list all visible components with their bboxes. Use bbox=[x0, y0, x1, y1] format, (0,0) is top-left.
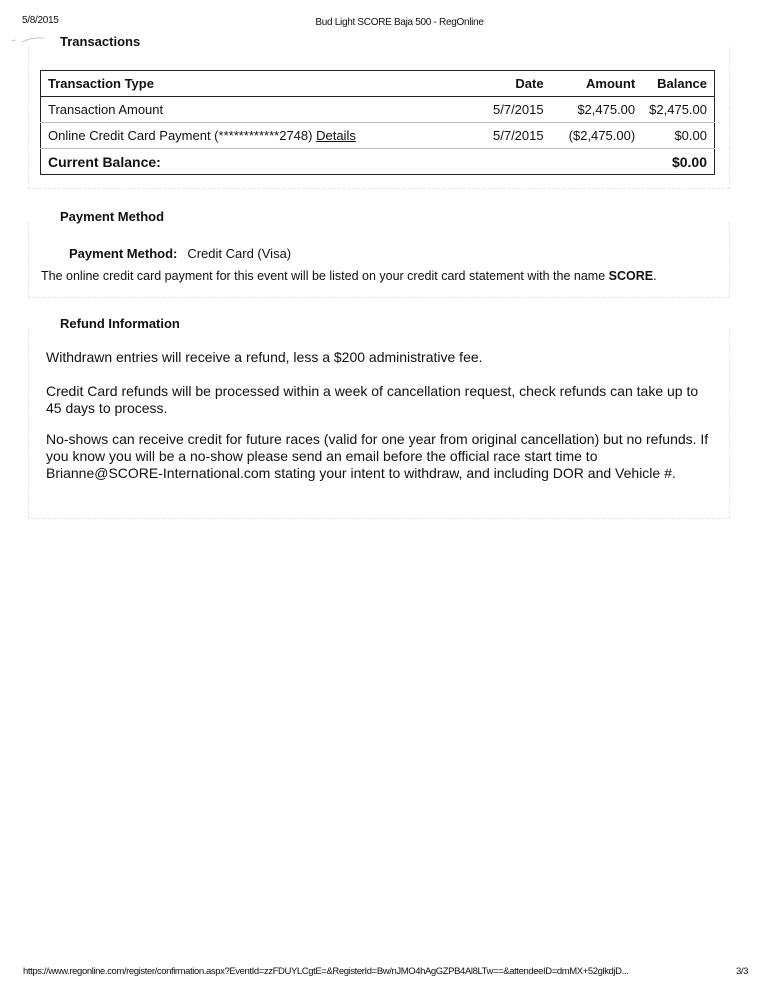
payment-method-line bbox=[69, 246, 291, 261]
row-date: 5/7/2015 bbox=[462, 123, 551, 149]
row-type: Transaction Amount bbox=[41, 97, 462, 123]
col-date: Date bbox=[462, 71, 551, 97]
table-row bbox=[41, 97, 715, 123]
pen-mark bbox=[10, 36, 50, 44]
payment-note-end: . bbox=[653, 269, 657, 283]
row-amount: $2,475.00 bbox=[551, 97, 643, 123]
payment-note bbox=[41, 269, 657, 283]
transactions-table bbox=[40, 70, 715, 175]
row-balance: $2,475.00 bbox=[642, 97, 714, 123]
print-title: Bud Light SCORE Baja 500 - RegOnline bbox=[315, 17, 484, 28]
print-date: 5/8/2015 bbox=[22, 15, 59, 26]
statement-name: SCORE bbox=[608, 269, 654, 283]
refund-paragraph: Credit Card refunds will be processed within a week of cancellation request, check refunds can take up to 45 days to process. bbox=[46, 383, 699, 416]
refund-paragraph: No-shows can receive credit for future races (valid for one year from original cancellation) but no refunds. If you know you will be a no-show please send an email before the official race start time to Brianne@SCORE-International.com stating your intent to withdraw, and including DOR and Vehicle #. bbox=[46, 431, 709, 481]
refund-title: Refund Information bbox=[60, 316, 180, 331]
refund-paragraph: Withdrawn entries will receive a refund, less a $200 administrative fee. bbox=[46, 349, 483, 365]
current-balance-label: Current Balance: bbox=[41, 149, 462, 175]
print-footer bbox=[23, 966, 748, 977]
page-url: https://www.regonline.com/register/confirmation.aspx?EventId=zzFDUYLCgtE=&RegisterId=Bw/nJMO4hAgGZPB4Al8LTw==&attendeeID=dmMX+52glkdjD... bbox=[23, 966, 629, 977]
payment-method-label: Payment Method: bbox=[69, 246, 178, 261]
current-balance-row bbox=[41, 149, 715, 175]
current-balance-value: $0.00 bbox=[642, 149, 714, 175]
col-balance: Balance bbox=[642, 71, 714, 97]
row-type-cell bbox=[41, 123, 462, 149]
row-type: Online Credit Card Payment (************2748) bbox=[48, 128, 313, 143]
transactions-title: Transactions bbox=[60, 34, 141, 49]
payment-method-value: Credit Card (Visa) bbox=[187, 246, 292, 261]
col-amount: Amount bbox=[551, 71, 643, 97]
payment-note-text: The online credit card payment for this event will be listed on your credit card statement with the name bbox=[41, 269, 606, 283]
row-date: 5/7/2015 bbox=[462, 97, 551, 123]
col-transaction-type: Transaction Type bbox=[41, 71, 462, 97]
table-header-row bbox=[41, 71, 715, 97]
print-header bbox=[0, 15, 773, 31]
payment-title: Payment Method bbox=[60, 209, 165, 224]
table-row bbox=[41, 123, 715, 149]
page-number: 3/3 bbox=[735, 966, 748, 977]
details-link[interactable]: Details bbox=[316, 128, 356, 143]
row-amount: ($2,475.00) bbox=[551, 123, 643, 149]
row-balance: $0.00 bbox=[642, 123, 714, 149]
